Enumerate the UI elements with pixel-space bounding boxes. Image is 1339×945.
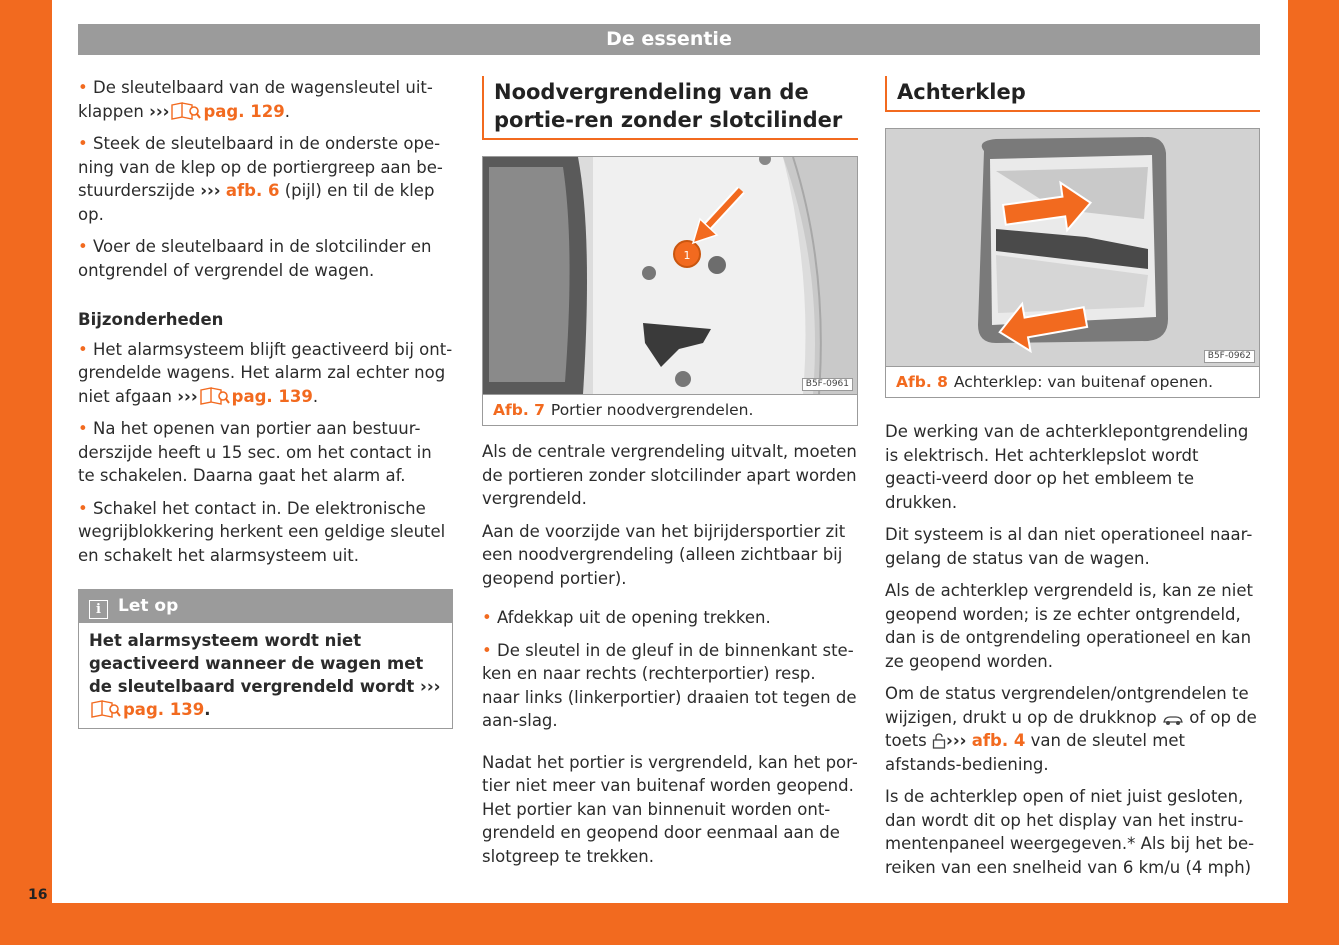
paragraph: Als de achterklep vergrendeld is, kan ze niet geopend worden; is ze echter ontgrendeld, dan is de ontgrendeling operationeel en kan ze geopend worden. bbox=[885, 581, 1253, 671]
unlock-button-icon bbox=[932, 733, 946, 749]
column-middle bbox=[482, 76, 858, 877]
emblem-illustration bbox=[886, 129, 1259, 366]
figure-tailgate bbox=[885, 128, 1260, 398]
column-right bbox=[885, 76, 1260, 888]
list-item: • Het alarmsysteem blijft geactiveerd bij ont-grendelde wagens. Het alarm zal echter nog niet afgaan ››› pag. 139. bbox=[78, 338, 453, 409]
book-magnifier-icon bbox=[91, 700, 121, 718]
emblem-drawing bbox=[886, 129, 1259, 366]
figure-code: B5F-0962 bbox=[1204, 350, 1255, 363]
list-item: • De sleutel in de gleuf in de binnenkant ste-ken en naar rechts (rechterportier) resp. naar links (linkerportier) draaien tot tegen de aan-slag. bbox=[482, 639, 858, 733]
figure-code: B5F-0961 bbox=[802, 378, 853, 391]
page-link[interactable]: pag. 139 bbox=[123, 700, 205, 719]
figure-door bbox=[482, 156, 858, 426]
page-link[interactable]: pag. 129 bbox=[203, 101, 285, 121]
section-title: Achterklep bbox=[885, 76, 1260, 112]
list-item: • Steek de sleutelbaard in de onderste ope-ning van de klep op de portiergreep aan be-stuurderszijde ››› afb. 6 (pijl) en til de klep op. bbox=[78, 132, 453, 226]
paragraph: Is de achterklep open of niet juist gesloten, dan wordt dit op het display van het instru-mentenpaneel weergegeven.* Als bij het be-reiken van een snelheid van 6 km/u (4 mph) bbox=[885, 787, 1255, 877]
section-title: Noodvergrendeling van de portie-ren zonder slotcilinder bbox=[482, 76, 858, 140]
subheading: Bijzonderheden bbox=[78, 310, 224, 329]
figure-caption: Afb. 8 Achterklep: van buitenaf openen. bbox=[886, 366, 1259, 397]
figure-link[interactable]: afb. 4 bbox=[971, 731, 1026, 750]
paragraph: Dit systeem is al dan niet operationeel naar-gelang de status van de wagen. bbox=[885, 525, 1253, 568]
column-left bbox=[78, 76, 453, 729]
door-drawing bbox=[483, 157, 857, 394]
page-number: 16 bbox=[28, 887, 48, 903]
svg-text:1: 1 bbox=[683, 249, 691, 262]
note-header: i Let op bbox=[79, 590, 452, 623]
warning-note bbox=[78, 589, 453, 729]
page-link[interactable]: pag. 139 bbox=[231, 386, 313, 406]
paragraph: Om de status vergrendelen/ontgrendelen te wijzigen, drukt u op de drukknop of op de toets ››› afb. 4 van de sleutel met afstands-bediening. bbox=[885, 684, 1257, 774]
car-button-icon bbox=[1162, 712, 1184, 726]
note-body: Het alarmsysteem wordt niet geactiveerd wanneer de wagen met de sleutelbaard vergrendeld wordt ›››pag. 139. bbox=[89, 631, 441, 719]
book-magnifier-icon bbox=[171, 102, 201, 120]
list-item: • Afdekkap uit de opening trekken. bbox=[482, 606, 858, 630]
page-header: De essentie bbox=[78, 24, 1260, 55]
paragraph: Nadat het portier is vergrendeld, kan het por-tier niet meer van buitenaf worden geopend. Het portier kan van binnenuit worden ont-grendeld en geopend door eenmaal aan de slotgreep te trekken. bbox=[482, 752, 858, 866]
list-item: • Voer de sleutelbaard in de slotcilinder en ontgrendel of vergrendel de wagen. bbox=[78, 235, 453, 282]
list-item: • Schakel het contact in. De elektronische wegrijblokkering herkent een geldige sleutel en schakelt het alarmsysteem uit. bbox=[78, 497, 453, 568]
list-item: • De sleutelbaard van de wagensleutel uit-klappen ››› pag. 129. bbox=[78, 76, 453, 123]
paragraph: Aan de voorzijde van het bijrijdersportier zit een noodvergrendeling (alleen zichtbaar bij geopend portier). bbox=[482, 521, 846, 588]
paragraph: Als de centrale vergrendeling uitvalt, moeten de portieren zonder slotcilinder apart worden vergrendeld. bbox=[482, 442, 857, 508]
paragraph: De werking van de achterklepontgrendeling is elektrisch. Het achterklepslot wordt geacti-veerd door op het embleem te drukken. bbox=[885, 422, 1249, 512]
figure-link[interactable]: afb. 6 bbox=[225, 181, 280, 200]
book-magnifier-icon bbox=[200, 387, 230, 405]
figure-caption: Afb. 7 Portier noodvergrendelen. bbox=[483, 394, 857, 425]
list-item: • Na het openen van portier aan bestuur-derszijde heeft u 15 sec. om het contact in te schakelen. Daarna gaat het alarm af. bbox=[78, 417, 453, 488]
door-illustration bbox=[483, 157, 857, 394]
info-icon: i bbox=[89, 600, 108, 619]
